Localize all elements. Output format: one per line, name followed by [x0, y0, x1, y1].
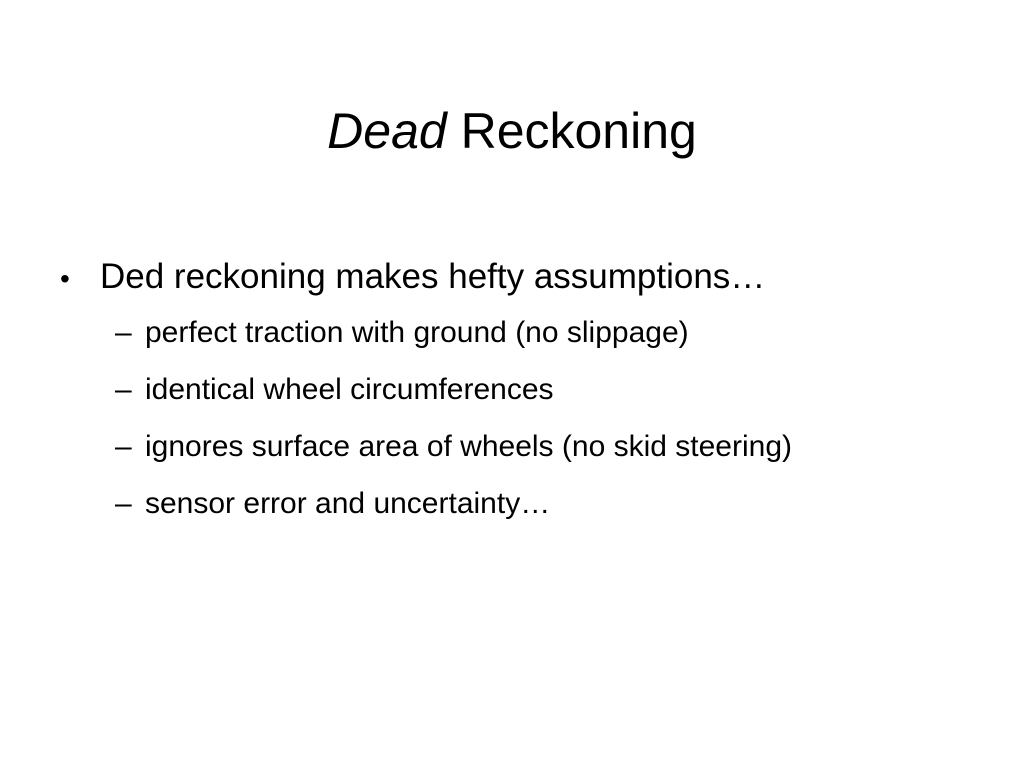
- slide-body: [60, 252, 980, 540]
- sub-bullet-list: [60, 312, 980, 525]
- slide-title-rest: Reckoning: [446, 102, 697, 159]
- sub-bullet-text: perfect traction with ground (no slippage): [145, 316, 689, 349]
- bullet-text: Ded reckoning makes hefty assumptions…: [100, 257, 766, 296]
- bullet-item: [60, 252, 980, 304]
- slide-title: [0, 98, 1024, 164]
- sub-bullet-text: ignores surface area of wheels (no skid steering): [145, 430, 792, 463]
- sub-bullet-text: identical wheel circumferences: [145, 373, 554, 406]
- sub-bullet-item: [115, 426, 980, 468]
- sub-bullet-text: sensor error and uncertainty…: [145, 487, 551, 520]
- dash-marker: –: [115, 430, 132, 463]
- dash-marker: –: [115, 373, 132, 406]
- dash-marker: –: [115, 316, 132, 349]
- sub-bullet-item: [115, 312, 980, 354]
- sub-bullet-item: [115, 369, 980, 411]
- dash-marker: –: [115, 487, 132, 520]
- slide-title-italic: Dead: [327, 102, 447, 159]
- sub-bullet-item: [115, 483, 980, 525]
- bullet-marker: •: [60, 263, 70, 294]
